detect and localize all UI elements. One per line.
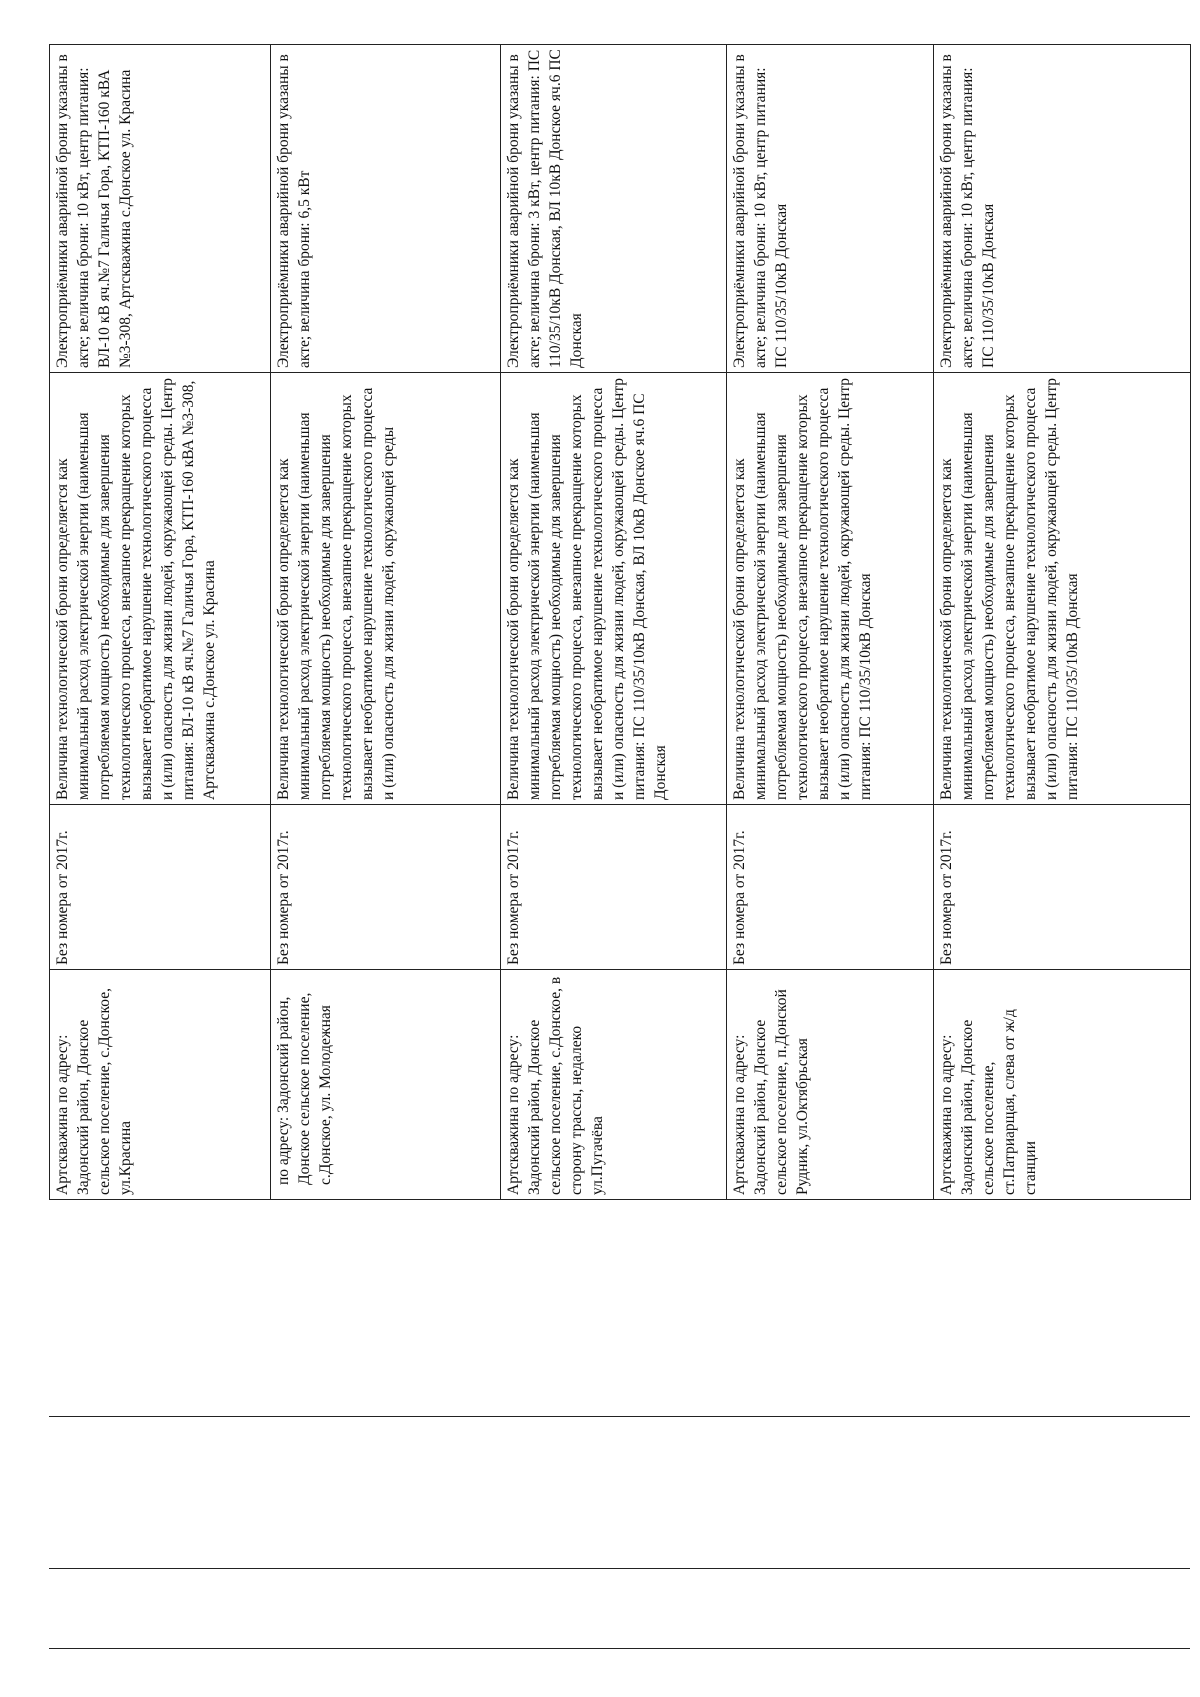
tech-reservation-cell: Величина технологической брони определяется как минимальный расход электрической энергии (наименьшая потребляемая мощность) необходимые для завершения технологического процесса, внезапное прекращение которых вызывает необратимое нарушение технологического процесса и (или) опасность для жизни людей, окружающей среды: [271, 373, 501, 805]
rotated-landscape-content: [49, 45, 1190, 1200]
tech-reservation-cell: Величина технологической брони определяется как минимальный расход электрической энергии (наименьшая потребляемая мощность) необходимые для завершения технологического процесса, внезапное прекращение которых вызывает необратимое нарушение технологического процесса и (или) опасность для жизни людей, окружающей среды. Центр питания: ПС 110/35/10кВ Донская, ВЛ 10кВ Донское яч.6 ПС Донская: [501, 373, 727, 805]
horizontal-rule: [49, 1416, 1190, 1417]
table-row: [271, 45, 501, 1200]
act-cell: Без номера от 2017г.: [50, 805, 271, 970]
address-cell: Артскважина по адресу: Задонский район, Донское сельское поселение, п.Донской Рудник, ул.Октябрьская: [727, 970, 934, 1200]
address-cell: Артскважина по адресу: Задонский район, Донское сельское поселение, ст.Патриарщая, слева от ж/д станции: [934, 970, 1191, 1200]
act-cell: Без номера от 2017г.: [934, 805, 1191, 970]
emergency-reservation-cell: Электроприёмники аварийной брони указаны в акте; величина брони: 6,5 кВт: [271, 45, 501, 373]
tech-reservation-cell: Величина технологической брони определяется как минимальный расход электрической энергии (наименьшая потребляемая мощность) необходимые для завершения технологического процесса, внезапное прекращение которых вызывает необратимое нарушение технологического процесса и (или) опасность для жизни людей, окружающей среды. Центр питания: ПС 110/35/10кВ Донская: [727, 373, 934, 805]
act-cell: Без номера от 2017г.: [501, 805, 727, 970]
horizontal-rule: [49, 1648, 1190, 1649]
horizontal-rule: [49, 1568, 1190, 1569]
emergency-reservation-cell: Электроприёмники аварийной брони указаны в акте; величина брони: 10 кВт, центр питания: ПС 110/35/10кВ Донская: [727, 45, 934, 373]
table-row: [501, 45, 727, 1200]
emergency-reservation-cell: Электроприёмники аварийной брони указаны в акте; величина брони: 3 кВт, центр питания: ПС 110/35/10кВ Донская, ВЛ 10кВ Донское яч.6 ПС Донская: [501, 45, 727, 373]
address-cell: по адресу: Задонский район, Донское сельское поселение, с.Донское, ул. Молодежная: [271, 970, 501, 1200]
emergency-reservation-cell: Электроприёмники аварийной брони указаны в акте; величина брони: 10 кВт, центр питания: ПС 110/35/10кВ Донская: [934, 45, 1191, 373]
table-row: [934, 45, 1191, 1200]
act-cell: Без номера от 2017г.: [727, 805, 934, 970]
table-row: [50, 45, 271, 1200]
address-cell: Артскважина по адресу: Задонский район, Донское сельское поселение, с.Донское, в сторону трассы, недалеко ул.Пугачёва: [501, 970, 727, 1200]
table-row: [727, 45, 934, 1200]
emergency-reservation-table: [49, 44, 1191, 1200]
tech-reservation-cell: Величина технологической брони определяется как минимальный расход электрической энергии (наименьшая потребляемая мощность) необходимые для завершения технологического процесса, внезапное прекращение которых вызывает необратимое нарушение технологического процесса и (или) опасность для жизни людей, окружающей среды. Центр питания: ПС 110/35/10кВ Донская: [934, 373, 1191, 805]
tech-reservation-cell: Величина технологической брони определяется как минимальный расход электрической энергии (наименьшая потребляемая мощность) необходимые для завершения технологического процесса, внезапное прекращение которых вызывает необратимое нарушение технологического процесса и (или) опасность для жизни людей, окружающей среды. Центр питания: ВЛ-10 кВ яч.№7 Галичья Гора, КТП-160 кВА №3-308, Артскважина с.Донское ул. Красина: [50, 373, 271, 805]
emergency-reservation-cell: Электроприёмники аварийной брони указаны в акте; величина брони: 10 кВт, центр питания: ВЛ-10 кВ яч.№7 Галичья Гора, КТП-160 кВА №3-308, Артскважина с.Донское ул. Красина: [50, 45, 271, 373]
address-cell: Артскважина по адресу: Задонский район, Донское сельское поселение, с.Донское, ул.Красина: [50, 970, 271, 1200]
act-cell: Без номера от 2017г.: [271, 805, 501, 970]
